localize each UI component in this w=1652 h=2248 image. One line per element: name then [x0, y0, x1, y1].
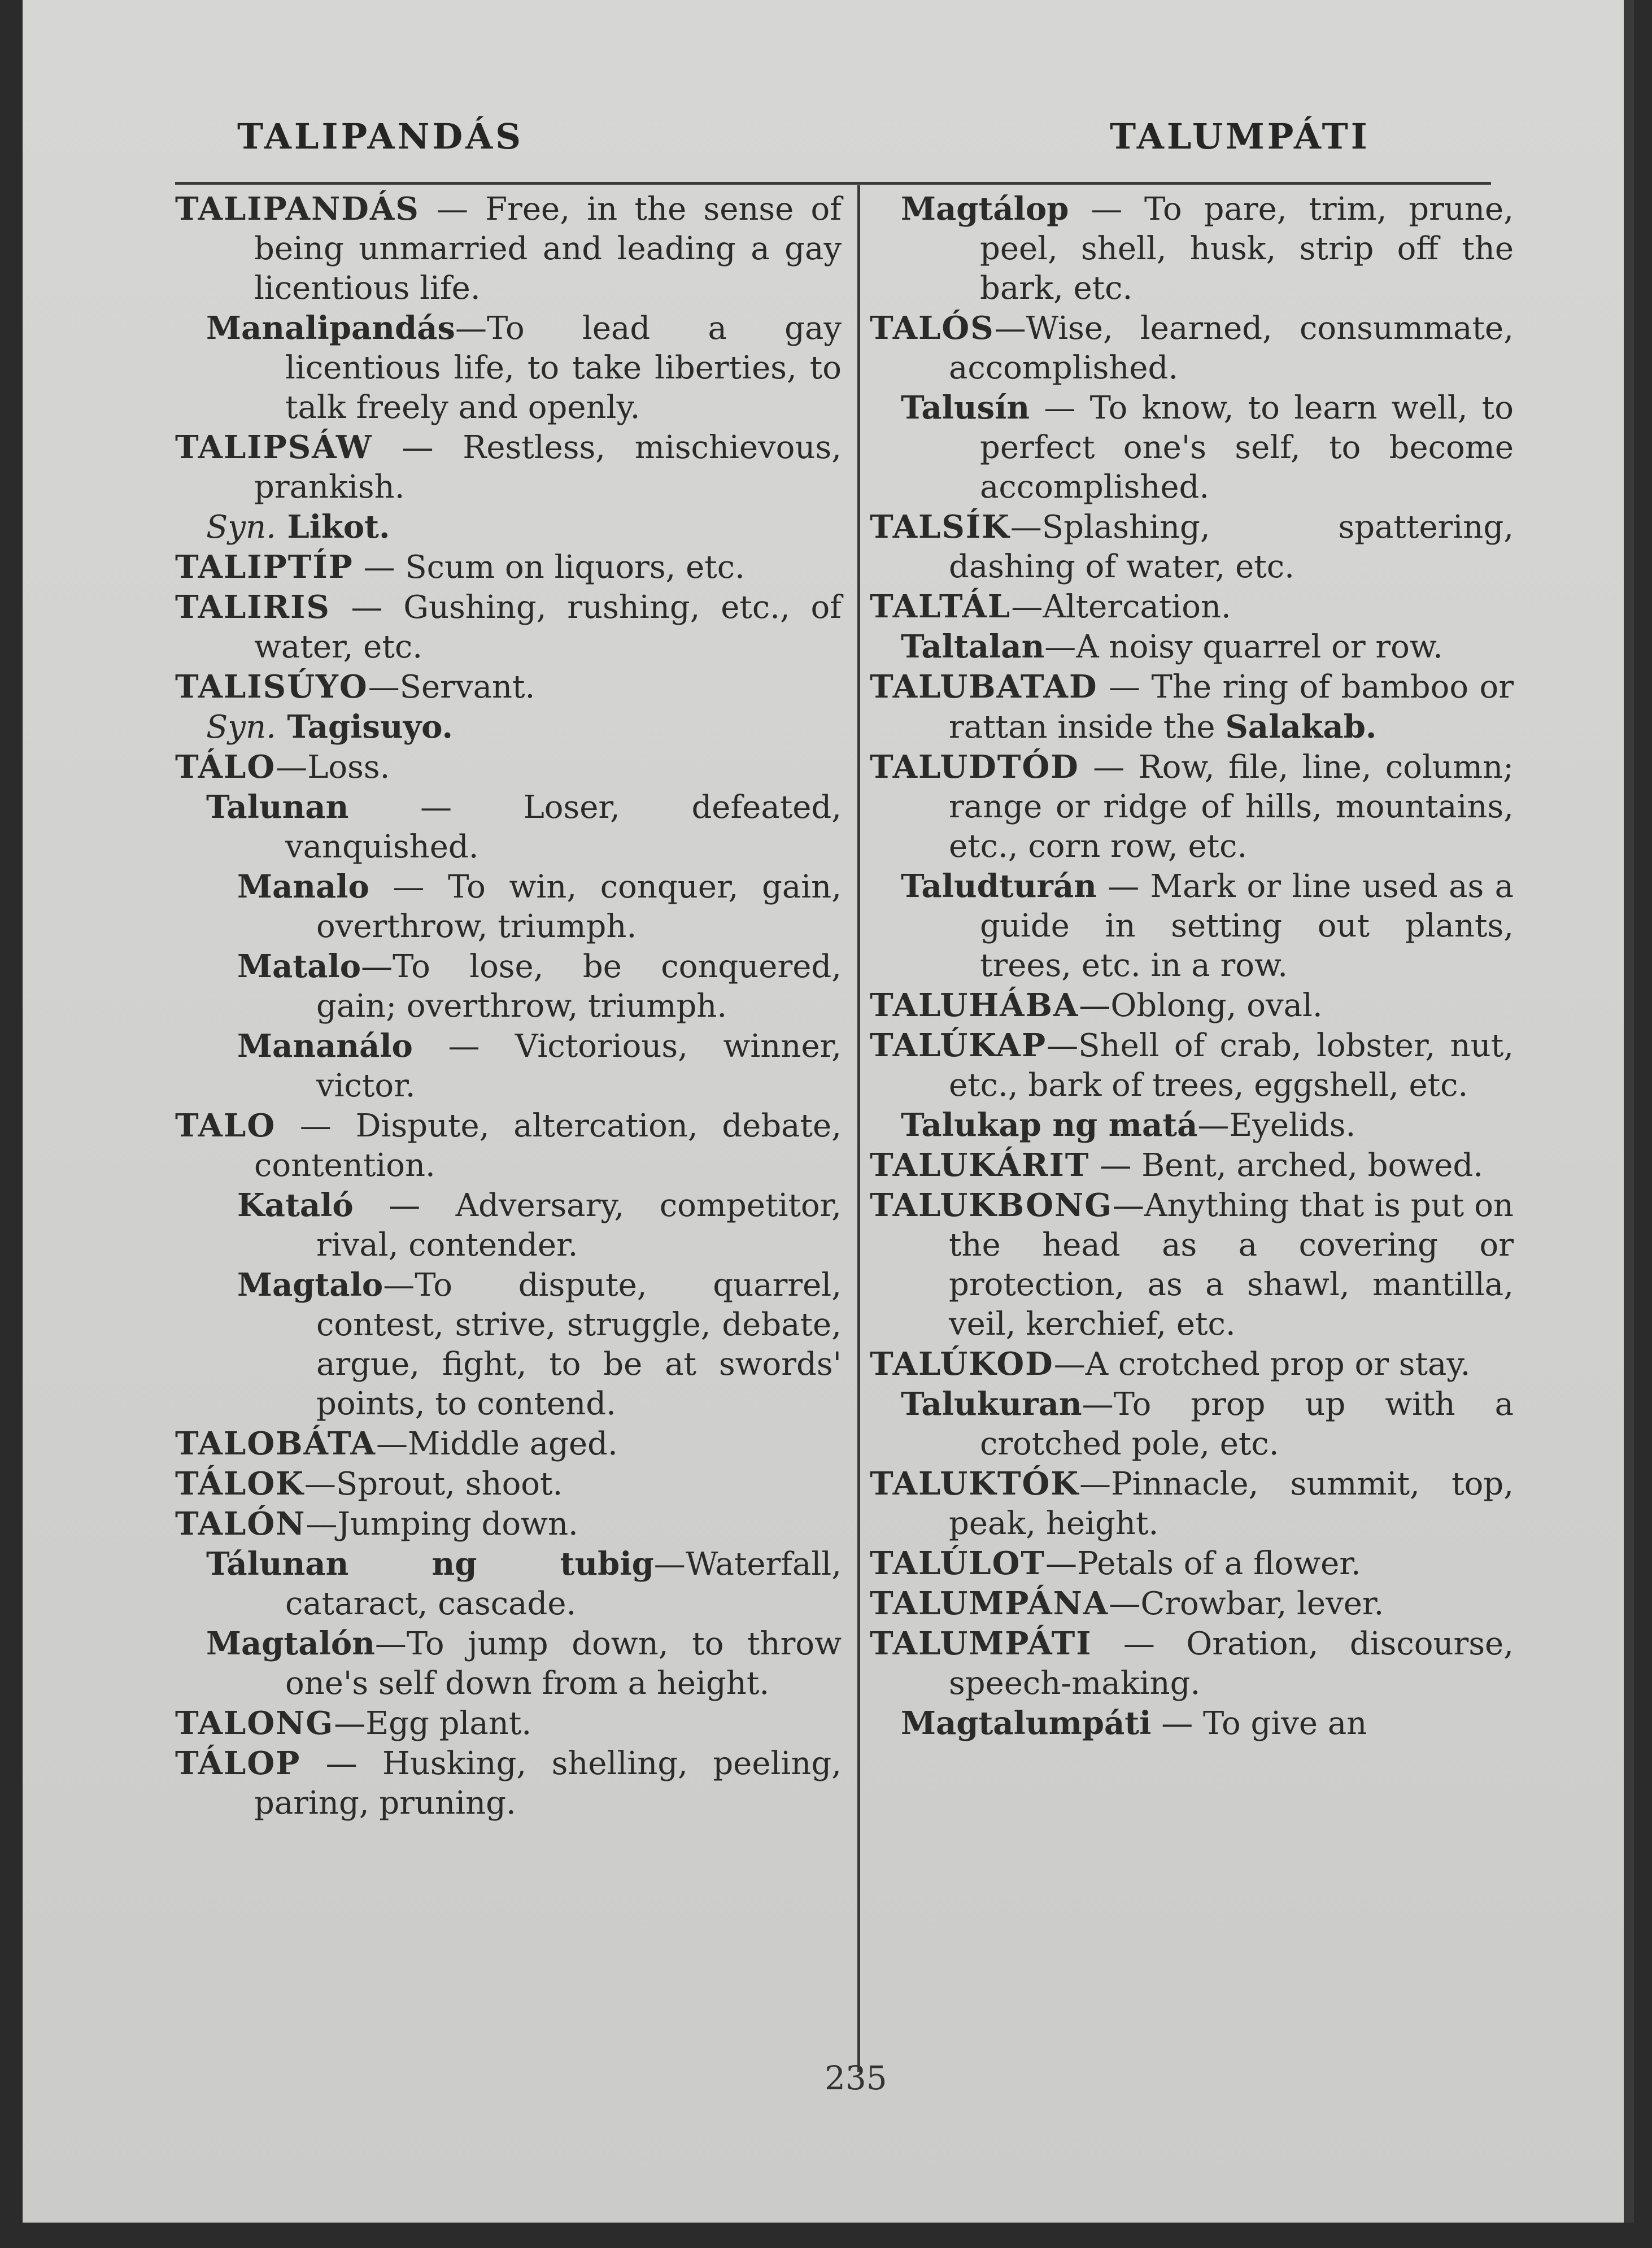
dictionary-entry: [870, 388, 1514, 507]
dictionary-entry: [175, 1026, 842, 1106]
entry-definition: —Servant.: [368, 669, 535, 705]
entry-headword: TALIPANDÁS: [175, 190, 420, 228]
dictionary-entry: [175, 867, 842, 947]
entry-headword: TALUKÁRIT: [870, 1147, 1090, 1184]
dictionary-entry: [870, 1544, 1514, 1584]
entry-definition: —A noisy quarrel or row.: [1044, 629, 1443, 665]
entry-headword: TÁLOK: [175, 1465, 304, 1502]
dictionary-entry: [175, 1424, 842, 1464]
entry-definition: —Egg plant.: [334, 1705, 532, 1742]
entry-definition: —Eyelids.: [1197, 1107, 1356, 1144]
entry-headword: TALUDTÓD: [870, 748, 1079, 786]
entry-headword: Talusín: [901, 389, 1030, 426]
dictionary-entry: [870, 189, 1514, 308]
dictionary-entry: [175, 747, 842, 787]
entry-headword: TALOBÁTA: [175, 1425, 376, 1462]
entry-definition: —Oblong, oval.: [1079, 987, 1323, 1024]
entry-definition: — Victorious, winner, victor.: [316, 1028, 842, 1104]
entry-definition: —Middle aged.: [376, 1426, 618, 1462]
dictionary-entry: [175, 1704, 842, 1744]
dictionary-entry: [175, 1744, 842, 1823]
dictionary-entry: [175, 707, 842, 747]
entry-headword: Manalipandás: [206, 310, 455, 347]
entry-headword: TALO: [175, 1107, 276, 1144]
entry-definition: —Petals of a flower.: [1045, 1545, 1361, 1582]
entry-headword: TALSÍK: [870, 508, 1010, 546]
entry-definition: —To jump down, to throw one's self down from a height.: [285, 1626, 842, 1702]
dictionary-entry: [175, 1265, 842, 1424]
dictionary-entry: [175, 787, 842, 867]
entry-definition: —Altercation.: [1011, 589, 1231, 625]
entry-definition: — To win, conquer, gain, overthrow, triumph.: [316, 869, 842, 945]
entry-headword: TALIPTÍP: [175, 548, 354, 586]
dictionary-entry: [175, 1544, 842, 1624]
entry-headword: TALUKBONG: [870, 1187, 1113, 1224]
entry-headword: Talukap ng matá: [901, 1106, 1198, 1144]
entry-definition: Likot.: [276, 508, 390, 546]
entry-definition: — To give an: [1151, 1705, 1367, 1742]
entry-definition: —To prop up with a crotched pole, etc.: [980, 1386, 1514, 1462]
left-column: [175, 189, 842, 1823]
entry-headword: TALUBATAD: [870, 668, 1098, 705]
entry-headword: Kataló: [237, 1187, 354, 1224]
entry-headword: TALÚLOT: [870, 1545, 1046, 1582]
entry-headword: Talukuran: [901, 1386, 1082, 1423]
entry-definition: —To lose, be conquered, gain; overthrow, triumph.: [316, 948, 842, 1025]
dictionary-entry: [870, 1384, 1514, 1464]
dictionary-entry: [870, 667, 1514, 747]
synonym-marker: Syn.: [206, 709, 276, 746]
entry-headword: TALONG: [175, 1705, 334, 1742]
dictionary-entry: [175, 547, 842, 587]
entry-headword: TÁLO: [175, 748, 276, 786]
entry-definition: —Splashing, spattering, dashing of water, etc.: [949, 509, 1514, 585]
dictionary-entry: [870, 1624, 1514, 1704]
entry-headword: Talunan: [206, 788, 349, 826]
dictionary-entry: [870, 308, 1514, 388]
entry-definition: —Anything that is put on the head as a covering or protection, as a shawl, mantilla, veil, kerchief, etc.: [949, 1187, 1514, 1343]
dictionary-entry: [870, 986, 1514, 1026]
entry-headword: TÁLOP: [175, 1745, 301, 1782]
entry-headword: Mananálo: [237, 1027, 413, 1065]
dictionary-entry: [870, 1026, 1514, 1105]
dictionary-entry: [870, 747, 1514, 866]
entry-headword: TALÓS: [870, 310, 995, 347]
dictionary-entry: [870, 1704, 1514, 1744]
dictionary-entry: [175, 1504, 842, 1544]
entry-headword: Magtalo: [237, 1266, 383, 1304]
entry-definition: —Sprout, shoot.: [304, 1466, 563, 1502]
entry-definition: — Bent, arched, bowed.: [1089, 1147, 1483, 1184]
entry-headword: Taltalan: [901, 628, 1045, 665]
entry-definition: — Husking, shelling, peeling, paring, pruning.: [254, 1745, 842, 1822]
running-header-right: TALUMPÁTI: [1110, 116, 1370, 157]
dictionary-entry: [870, 587, 1514, 627]
entry-definition: — Dispute, altercation, debate, contention.: [254, 1108, 842, 1184]
dictionary-entry: [870, 1186, 1514, 1344]
dictionary-entry: [175, 507, 842, 547]
running-header-left: TALIPANDÁS: [237, 116, 524, 157]
page-number: 235: [825, 2059, 887, 2097]
entry-headword: Magtálop: [901, 190, 1069, 228]
dictionary-entry: [175, 947, 842, 1026]
dictionary-entry: [175, 1464, 842, 1504]
dictionary-entry: [175, 308, 842, 428]
entry-definition: —Wise, learned, consummate, accomplished.: [949, 310, 1514, 386]
entry-definition: Tagisuyo.: [276, 708, 454, 746]
dictionary-entry: [870, 1105, 1514, 1145]
dictionary-entry: [870, 866, 1514, 986]
entry-definition: — Gushing, rushing, etc., of water, etc.: [254, 589, 842, 665]
dictionary-page: [23, 0, 1634, 2223]
entry-headword: Matalo: [237, 948, 361, 985]
entry-definition: — Restless, mischievous, prankish.: [254, 429, 842, 506]
column-divider: [857, 185, 860, 2072]
entry-definition: — Row, file, line, column; range or ridge of hills, mountains, etc., corn row, etc.: [949, 749, 1514, 865]
entry-definition: — Mark or line used as a guide in setting out plants, trees, etc. in a row.: [980, 868, 1514, 984]
entry-headword: TALIPSÁW: [175, 429, 373, 466]
dictionary-entry: [870, 627, 1514, 667]
entry-definition: — Loser, defeated, vanquished.: [285, 789, 842, 865]
entry-headword: TALISÚYO: [175, 668, 368, 705]
entry-headword: Tálunan ng tubig: [206, 1545, 654, 1583]
entry-definition: —Pinnacle, summit, top, peak, height.: [949, 1466, 1514, 1542]
entry-definition: — The ring of bamboo or rattan inside the: [949, 669, 1514, 746]
entry-definition: —Waterfall, cataract, cascade.: [285, 1546, 842, 1622]
entry-definition: —Loss.: [276, 749, 390, 786]
dictionary-entry: [870, 507, 1514, 587]
entry-headword: TALUHÁBA: [870, 987, 1079, 1024]
entry-headword: TALÓN: [175, 1505, 306, 1543]
entry-definition: —Shell of crab, lobster, nut, etc., bark of trees, eggshell, etc.: [949, 1027, 1514, 1104]
entry-headword: Manalo: [237, 868, 369, 905]
entry-definition: — Scum on liquors, etc.: [353, 549, 745, 586]
cross-reference: Salakab.: [1225, 708, 1377, 746]
entry-definition: — Adversary, competitor, rival, contender.: [316, 1187, 842, 1264]
entry-headword: TALUMPÁTI: [870, 1625, 1092, 1662]
dictionary-entry: [175, 1186, 842, 1265]
entry-definition: — Free, in the sense of being unmarried and leading a gay licentious life.: [254, 191, 842, 307]
dictionary-entry: [870, 1344, 1514, 1384]
dictionary-entry: [870, 1145, 1514, 1186]
dictionary-entry: [175, 667, 842, 707]
entry-definition: —To lead a gay licentious life, to take liberties, to talk freely and openly.: [285, 310, 842, 426]
entry-headword: Magtalón: [206, 1625, 375, 1662]
header-rule: [175, 182, 1491, 185]
entry-headword: TALUKTÓK: [870, 1465, 1080, 1502]
entry-headword: Magtalumpáti: [901, 1705, 1152, 1742]
entry-headword: TALÚKAP: [870, 1027, 1047, 1064]
dictionary-entry: [175, 587, 842, 667]
dictionary-entry: [175, 1106, 842, 1186]
synonym-marker: Syn.: [206, 509, 276, 546]
dictionary-entry: [870, 1584, 1514, 1624]
dictionary-entry: [175, 1624, 842, 1704]
entry-headword: Taludturán: [901, 868, 1097, 905]
dictionary-entry: [175, 428, 842, 507]
entry-definition: —To dispute, quarrel, contest, strive, struggle, debate, argue, fight, to be at swords' points, to contend.: [316, 1267, 842, 1422]
entry-definition: —Jumping down.: [306, 1506, 578, 1543]
entry-headword: TALIRIS: [175, 589, 330, 626]
entry-headword: TALÚKOD: [870, 1345, 1054, 1383]
entry-headword: TALTÁL: [870, 588, 1012, 625]
entry-definition: — Oration, discourse, speech-making.: [949, 1626, 1514, 1702]
right-column: [870, 189, 1514, 1744]
entry-definition: —A crotched prop or stay.: [1053, 1346, 1471, 1383]
entry-definition: —Crowbar, lever.: [1109, 1585, 1384, 1622]
entry-definition: — To pare, trim, prune, peel, shell, husk, strip off the bark, etc.: [980, 191, 1514, 307]
entry-definition: — To know, to learn well, to perfect one's self, to become accomplished.: [980, 390, 1514, 506]
entry-headword: TALUMPÁNA: [870, 1585, 1109, 1622]
dictionary-entry: [870, 1464, 1514, 1544]
dictionary-entry: [175, 189, 842, 308]
